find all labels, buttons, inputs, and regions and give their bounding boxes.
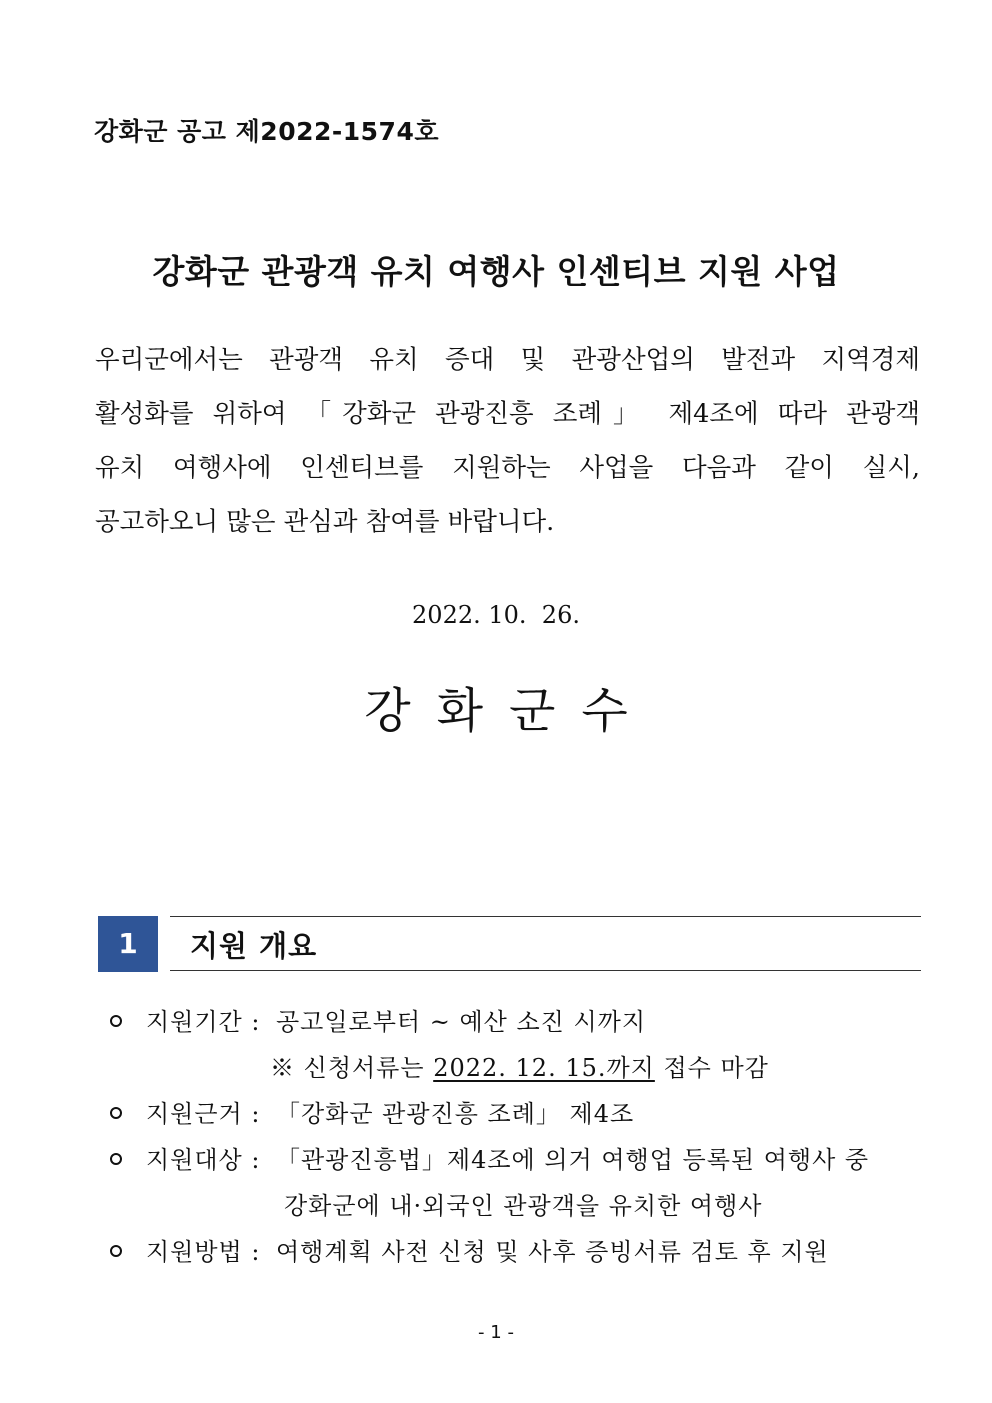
section-title: 지원 개요 bbox=[190, 929, 318, 963]
circle-bullet-icon bbox=[110, 1153, 122, 1165]
circle-bullet-icon bbox=[110, 1015, 122, 1027]
section-divider-bottom bbox=[170, 970, 921, 971]
intro-line: 공고하오니 많은 관심과 참여를 바랍니다. bbox=[95, 507, 555, 537]
section-number-badge: 1 bbox=[98, 916, 158, 972]
item-value: 「관광진흥법」제4조에 의거 여행업 등록된 여행사 중 bbox=[276, 1146, 870, 1174]
issuer: 강화군수 bbox=[364, 683, 654, 739]
item-value: 강화군에 내·외국인 관광객을 유치한 여행사 bbox=[284, 1192, 763, 1220]
note-suffix: 접수 마감 bbox=[654, 1054, 769, 1082]
intro-line: 유치 여행사에 인센티브를 지원하는 사업을 다음과 같이 실시, bbox=[95, 453, 920, 483]
section-header bbox=[98, 914, 921, 972]
section-divider-top bbox=[170, 916, 921, 917]
circle-bullet-icon bbox=[110, 1107, 122, 1119]
doc-number: 강화군 공고 제2022-1574호 bbox=[94, 117, 439, 146]
circle-bullet-icon bbox=[110, 1245, 122, 1257]
page-number: - 1 - bbox=[478, 1322, 514, 1343]
item-label: 지원기간 : bbox=[146, 1008, 261, 1036]
item-label: 지원대상 : bbox=[146, 1146, 261, 1174]
intro-paragraph bbox=[95, 333, 920, 549]
item-value: 「강화군 관광진흥 조례」 제4조 bbox=[276, 1100, 635, 1128]
note-prefix: ※ 신청서류는 bbox=[270, 1054, 434, 1082]
item-label: 지원방법 : bbox=[146, 1238, 261, 1266]
item-label: 지원근거 : bbox=[146, 1100, 261, 1128]
note-text bbox=[270, 1048, 769, 1088]
deadline-date: 2022. 12. 15.까지 bbox=[433, 1054, 655, 1082]
item-value: 여행계획 사전 신청 및 사후 증빙서류 검토 후 지원 bbox=[276, 1238, 829, 1266]
page-title: 강화군 관광객 유치 여행사 인센티브 지원 사업 bbox=[152, 252, 840, 291]
notice-date: 2022. 10. 26. bbox=[412, 601, 580, 629]
intro-line: 우리군에서는 관광객 유치 증대 및 관광산업의 발전과 지역경제 bbox=[95, 345, 920, 375]
intro-line: 활성화를 위하여 「강화군 관광진흥 조례」 제4조에 따라 관광객 bbox=[95, 399, 920, 429]
item-value: 공고일로부터 ~ 예산 소진 시까지 bbox=[276, 1008, 647, 1036]
